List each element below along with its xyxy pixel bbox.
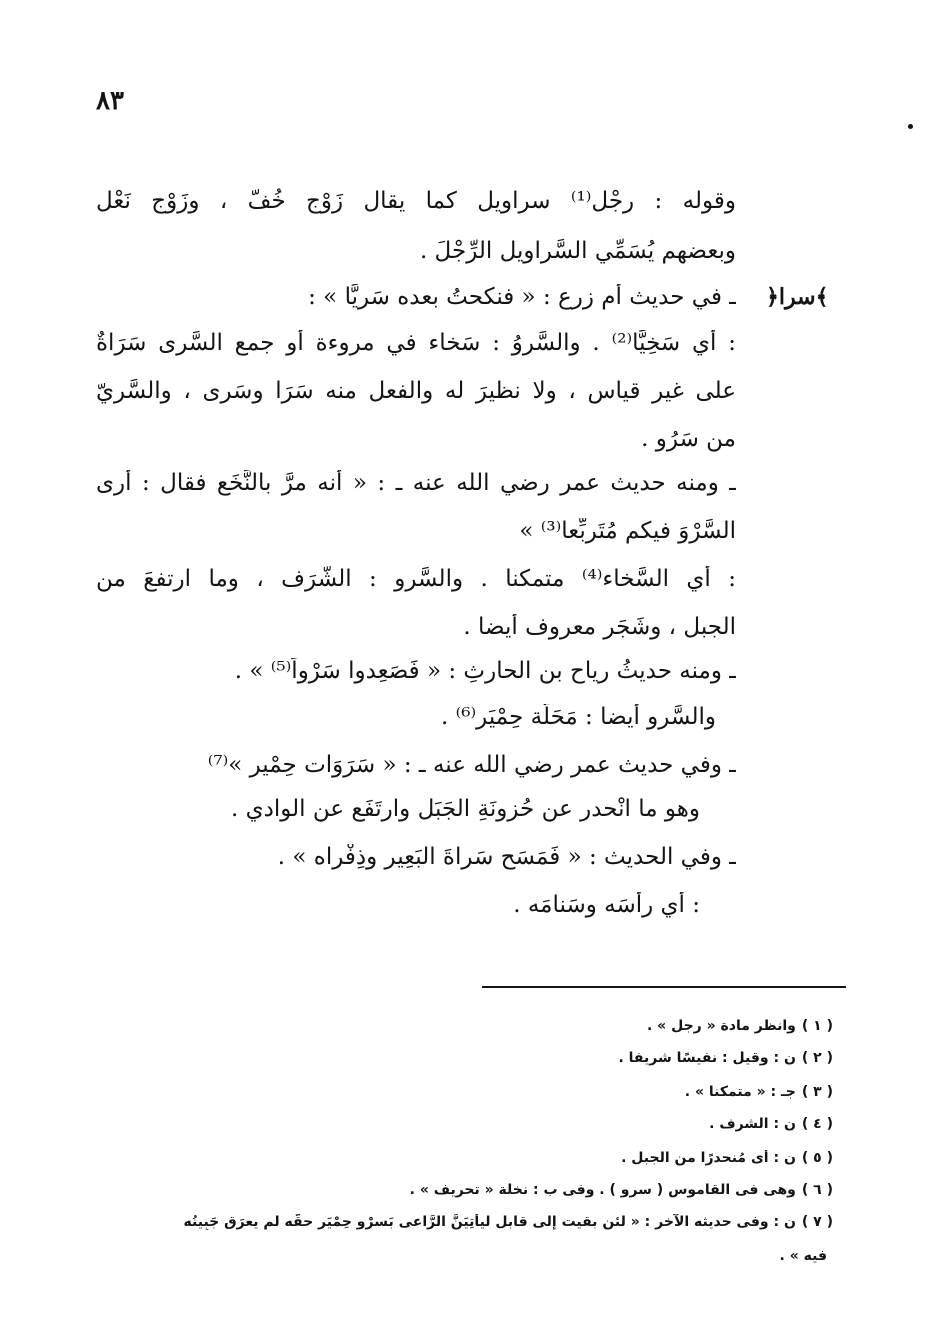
footnote [73,1018,833,1034]
text-line: الجبل ، وشَجَر معروف أيضا . [463,614,736,640]
page-number: ٨٣ [96,86,124,116]
footnote-number: ( ٣ ) [801,1084,833,1100]
text-line: وهو ما انْحدر عن حُزونَةِ الجَبَل وارتَفَع عن الوادي . [231,796,700,822]
margin-dot [908,124,913,129]
text-line: على غير قياس ، ولا نظيرَ له والفعل منه سَرَا وسَرِى ، والسَّرِيّ [96,378,736,404]
footnote [73,1050,833,1066]
text-line: السَّرْوَ فيكم مُتَربِّعا⁽³⁾ » [519,518,736,544]
footnote-text: فيه » . [779,1248,827,1264]
footnote-text: وهى فى القاموس ( سرو ) . وفى ب : نخلة « تحريف » . [409,1182,796,1198]
text-line: ـ في حديث أم زرع : « فنكحتُ بعده سَرِيًّا » : [308,284,736,310]
footnote [73,1150,833,1166]
footnote [73,1084,833,1100]
footnote-text: ن : الشرف . [709,1116,796,1132]
footnote-text: ن : وفى حديثه الآخر : « لئن بقيت إلى قابل ليأْتِيَنَّ الرَّاعى بَسرْوِ حِمْيَر حقُّه لم يعرَق جَبِينُه [183,1214,796,1230]
text-line: وقوله : رِجْل⁽¹⁾ سراويل كما يقال زَوْج خُفّ ، وزَوْج نَعْل [96,188,736,214]
text-line: : أي سَخِيًّا⁽²⁾ . والسَّروُ : سَخاء في مروءة أو جمع السَّرى سَرَاةٌ [96,330,736,356]
text-line: : أي السَّخاء⁽⁴⁾ متمكنا . والسَّرو : الشَّرَف ، وما ارتفعَ من [96,566,736,592]
footnote-text: ن : وقيل : نفيسًا شريفا . [618,1050,796,1066]
footnote-number: ( ٢ ) [801,1050,833,1066]
footnote-text: جـ : « متمكنا » . [684,1084,796,1100]
side-entry-label: ﴿سرا﴾ [766,284,829,310]
text-line: : أي رأسَه وسَنامَه . [513,892,700,918]
footnote [73,1248,833,1264]
footnote-number: ( ٧ ) [801,1214,833,1230]
footnote-number: ( ١ ) [801,1018,833,1034]
footnote [73,1214,833,1230]
text-line: ـ وفي حديث عمر رضي الله عنه ـ : « سَرَوَات حِمْير »⁽⁷⁾ [207,752,736,778]
footnote [73,1182,833,1198]
text-line: من سَرُو . [641,426,736,452]
footnote-number: ( ٤ ) [801,1116,833,1132]
footnote-number: ( ٥ ) [801,1150,833,1166]
footnote-separator [482,986,846,988]
text-line: وبعضهم يُسَمِّي السَّراويل الرِّجْلَ . [419,238,736,264]
text-line: ـ ومنه حديثُ رِياح بنِ الحارثِ : « فَصَعِدوا سَرْواً⁽⁵⁾ » . [234,658,736,684]
footnote-text: ن : أى مُنحدرًا من الجبل . [621,1150,796,1166]
footnote-text: وانظر مادة « رجل » . [646,1018,796,1034]
text-line: ـ ومنه حديث عمر رضي الله عنه ـ : « أنه مرَّ بالنَّخَع فقال : أرى [96,470,736,496]
text-line: ـ وفي الحديث : « فَمَسَح سَراةَ البَعِير وذِفْراه » . [277,844,736,870]
footnote [73,1116,833,1132]
text-line: والسَّرو أيضا : مَحَلَّة حِمْيَر⁽⁶⁾ . [441,704,716,730]
footnote-number: ( ٦ ) [801,1182,833,1198]
